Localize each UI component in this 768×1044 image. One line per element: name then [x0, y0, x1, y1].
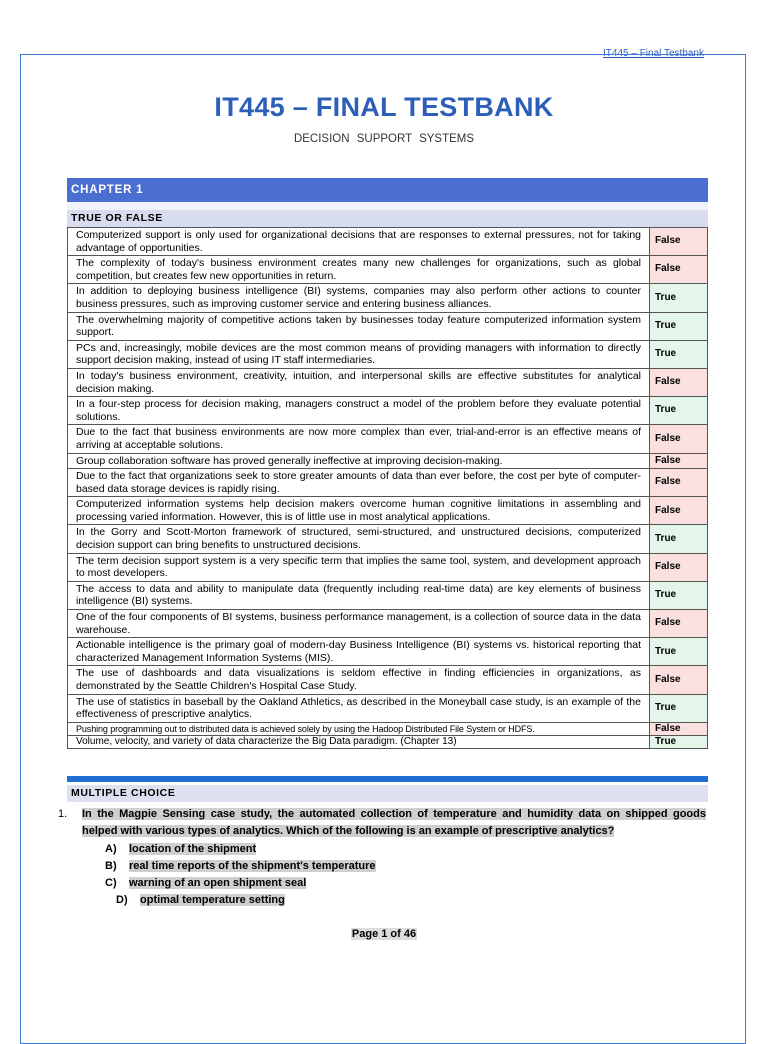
option-c: C) warning of an open shipment seal	[105, 877, 307, 889]
answer-cell: False	[650, 368, 708, 396]
multiple-choice-heading: MULTIPLE CHOICE	[67, 785, 708, 802]
answer-cell: True	[650, 397, 708, 425]
question-cell: Due to the fact that organizations seek to store greater amounts of data than ever before, the cost per byte of computer-based data storage devices is rapidly rising.	[68, 469, 650, 497]
table-row	[68, 256, 708, 284]
answer-cell: True	[650, 340, 708, 368]
answer-cell: False	[650, 453, 708, 469]
question-cell: Computerized information systems help decision makers overcome human cognitive limitations in assembling and processing varied information. However, this is of little use in most analytical applications.	[68, 497, 650, 525]
running-header: IT445 – Final Testbank	[603, 48, 704, 59]
table-row	[68, 694, 708, 722]
document-subtitle: DECISION SUPPORT SYSTEMS	[293, 133, 475, 145]
table-row	[68, 284, 708, 312]
question-cell: The access to data and ability to manipulate data (frequently including real-time data) are key elements of business intelligence (BI) systems.	[68, 581, 650, 609]
answer-cell: False	[650, 553, 708, 581]
answer-cell: True	[650, 694, 708, 722]
chapter-heading: CHAPTER 1	[67, 178, 708, 202]
table-row	[68, 666, 708, 694]
answer-cell: True	[650, 581, 708, 609]
answer-cell: True	[650, 312, 708, 340]
table-row	[68, 525, 708, 553]
question-cell: In the Gorry and Scott-Morton framework of structured, semi-structured, and unstructured decisions, computerized decision support can bring benefits to unstructured decisions.	[68, 525, 650, 553]
question-stem: In the Magpie Sensing case study, the automated collection of temperature and humidity data on shipped goods helped with various types of analytics. Which of the following is an example of prescriptive analytics?	[82, 808, 706, 837]
question-cell: The use of statistics in baseball by the Oakland Athletics, as described in the Moneyball case study, is an example of the effectiveness of prescriptive analytics.	[68, 694, 650, 722]
table-row	[68, 397, 708, 425]
table-row	[68, 469, 708, 497]
table-row	[68, 340, 708, 368]
answer-cell: True	[650, 638, 708, 666]
question-cell: The term decision support system is a very specific term that implies the same tool, system, and development approach to most developers.	[68, 553, 650, 581]
answer-cell: False	[650, 469, 708, 497]
chapter-heading-band	[67, 202, 708, 210]
page-number: Page 1 of 46	[351, 928, 417, 940]
table-row	[68, 425, 708, 453]
table-row	[68, 228, 708, 256]
table-row	[68, 368, 708, 396]
question-cell: Pushing programming out to distributed data is achieved solely by using the Hadoop Distributed File System or HDFS.	[68, 722, 650, 735]
section-divider	[67, 776, 708, 782]
answer-cell: True	[650, 735, 708, 748]
answer-cell: False	[650, 425, 708, 453]
table-row	[68, 312, 708, 340]
question-cell: The overwhelming majority of competitive actions taken by businesses today feature computerized information system support.	[68, 312, 650, 340]
option-d: D) optimal temperature setting	[116, 894, 285, 906]
table-row	[68, 581, 708, 609]
question-cell: In today's business environment, creativity, intuition, and interpersonal skills are effective substitutes for analytical decision making.	[68, 368, 650, 396]
answer-cell: True	[650, 284, 708, 312]
option-b: B) real time reports of the shipment's temperature	[105, 860, 376, 872]
question-cell: In a four-step process for decision making, managers construct a model of the problem before they evaluate potential solutions.	[68, 397, 650, 425]
mc-question-1	[58, 806, 706, 840]
question-cell: The use of dashboards and data visualizations is seldom effective in finding efficiencies in organizations, as demonstrated by the Seattle Children's Hospital Case Study.	[68, 666, 650, 694]
answer-cell: False	[650, 497, 708, 525]
answer-cell: False	[650, 256, 708, 284]
answer-cell: False	[650, 666, 708, 694]
true-false-heading: TRUE OR FALSE	[67, 210, 708, 227]
question-cell: In addition to deploying business intelligence (BI) systems, companies may also perform other actions to counter business pressures, such as improving customer service and entering business alliances.	[68, 284, 650, 312]
question-cell: Group collaboration software has proved generally ineffective at improving decision-making.	[68, 453, 650, 469]
document-title: IT445 – FINAL TESTBANK	[214, 92, 554, 122]
question-cell: Due to the fact that business environments are now more complex than ever, trial-and-error is an effective means of arriving at acceptable solutions.	[68, 425, 650, 453]
question-cell: PCs and, increasingly, mobile devices are the most common means of providing managers with information to directly support decision making, instead of using IT staff intermediaries.	[68, 340, 650, 368]
table-row	[68, 735, 708, 748]
answer-cell: False	[650, 228, 708, 256]
question-number: 1.	[58, 808, 68, 820]
table-row	[68, 453, 708, 469]
question-cell: Volume, velocity, and variety of data characterize the Big Data paradigm. (Chapter 13)	[68, 735, 650, 748]
true-false-table	[67, 227, 708, 749]
question-cell: One of the four components of BI systems, business performance management, is a collection of source data in the data warehouse.	[68, 610, 650, 638]
question-cell: Computerized support is only used for organizational decisions that are responses to external pressures, not for taking advantage of opportunities.	[68, 228, 650, 256]
answer-cell: False	[650, 722, 708, 735]
table-row	[68, 553, 708, 581]
question-cell: The complexity of today's business environment creates many new challenges for organizations, such as global competition, but creates few new opportunities in return.	[68, 256, 650, 284]
answer-cell: False	[650, 610, 708, 638]
answer-cell: True	[650, 525, 708, 553]
table-row	[68, 638, 708, 666]
option-a: A) location of the shipment	[105, 843, 257, 855]
table-row	[68, 722, 708, 735]
question-cell: Actionable intelligence is the primary goal of modern-day Business Intelligence (BI) systems vs. historical reporting that characterized Management Information Systems (MIS).	[68, 638, 650, 666]
table-row	[68, 497, 708, 525]
table-row	[68, 610, 708, 638]
